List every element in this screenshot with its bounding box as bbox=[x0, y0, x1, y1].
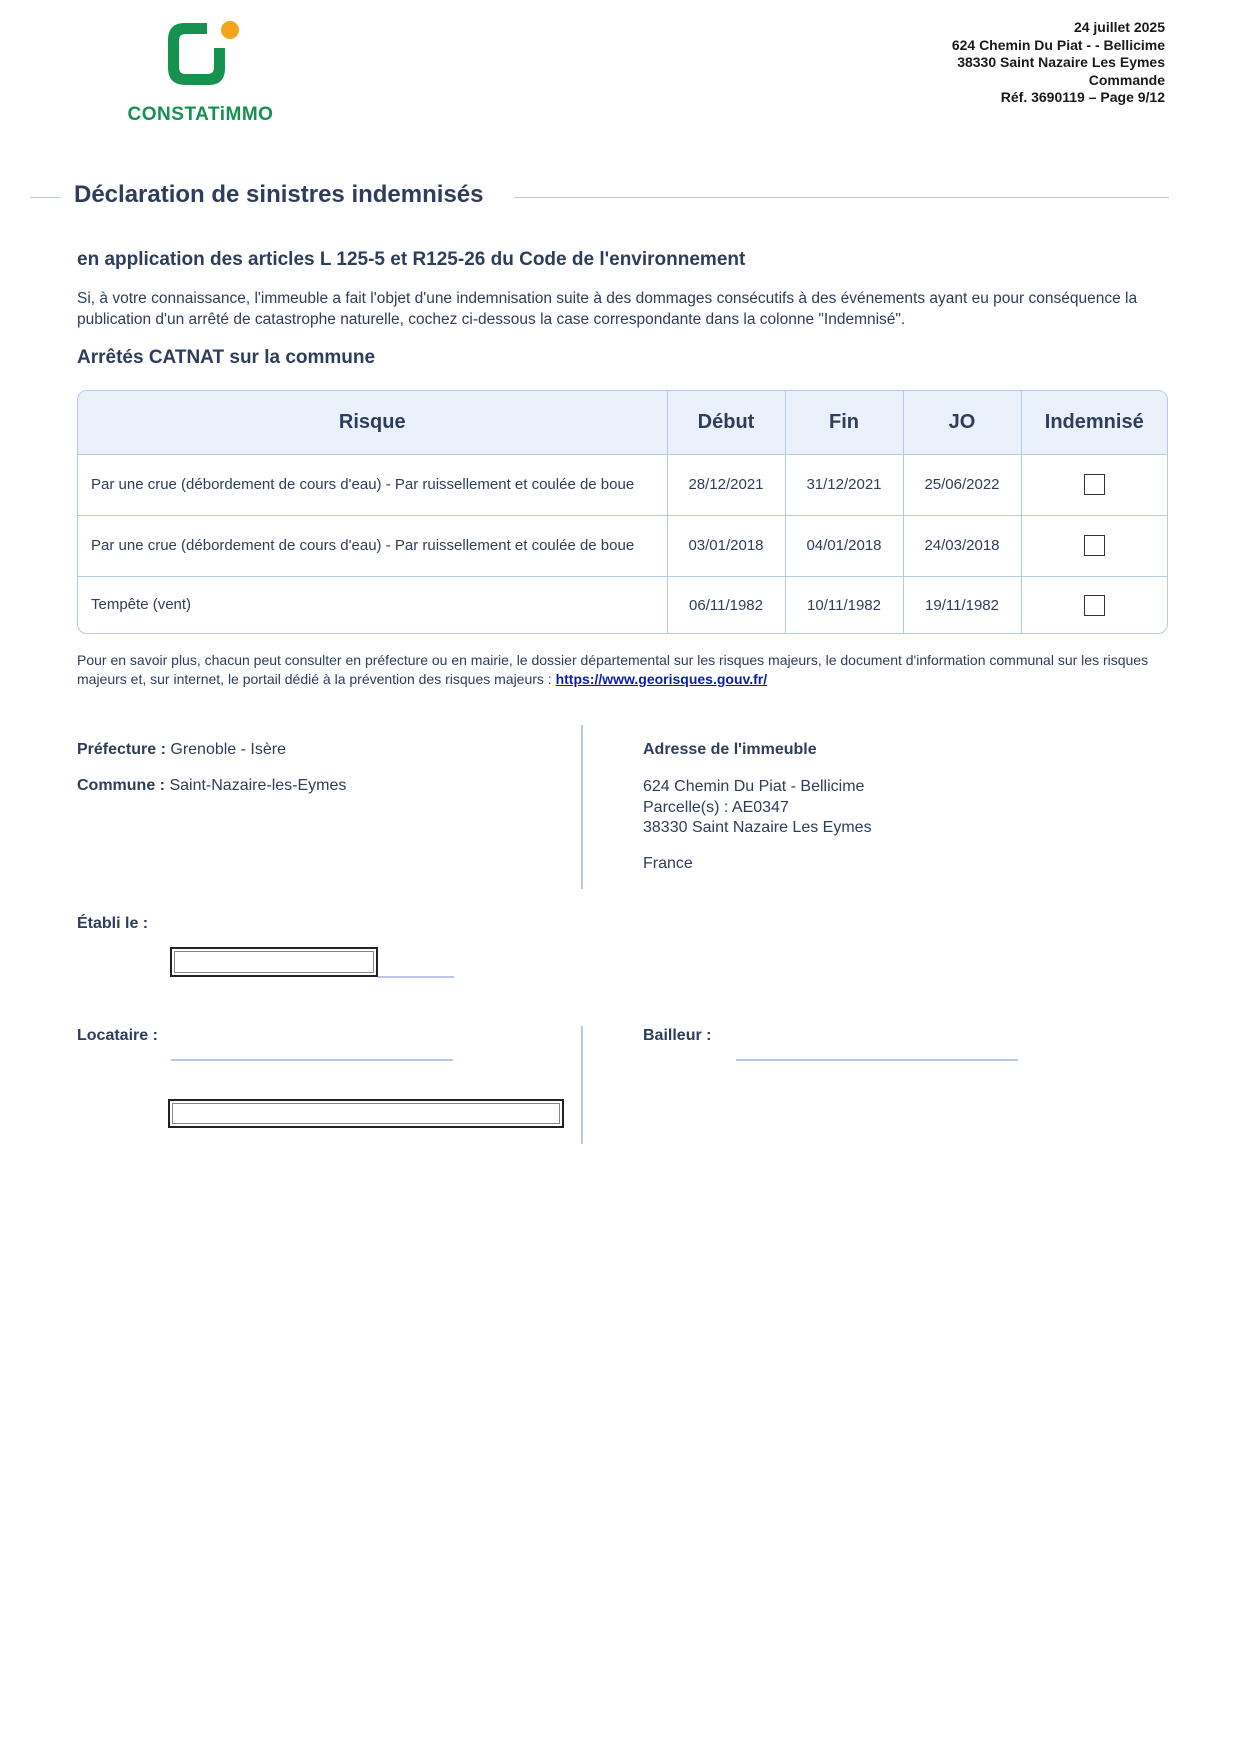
cell-jo: 24/03/2018 bbox=[903, 515, 1021, 576]
logo-wordmark: CONSTATiMMO bbox=[127, 104, 274, 125]
column-header-fin: Fin bbox=[785, 391, 903, 454]
cell-risque: Par une crue (débordement de cours d'eau) - Par ruissellement et coulée de boue bbox=[78, 454, 667, 515]
logo-mark-icon bbox=[163, 20, 243, 92]
bailleur-label: Bailleur : bbox=[643, 1027, 712, 1044]
header-order-label: Commande bbox=[1088, 71, 1165, 88]
section-title: Déclaration de sinistres indemnisés bbox=[74, 181, 484, 208]
etabli-underline bbox=[378, 976, 454, 978]
cell-debut: 06/11/1982 bbox=[667, 576, 785, 634]
column-header-indemnise: Indemnisé bbox=[1021, 391, 1167, 454]
bailleur-underline bbox=[736, 1059, 1018, 1061]
indemnise-checkbox[interactable] bbox=[1084, 535, 1105, 556]
etabli-label: Établi le : bbox=[77, 915, 149, 932]
table-row bbox=[78, 454, 1167, 515]
table-row bbox=[78, 576, 1167, 634]
property-address-title: Adresse de l'immeuble bbox=[643, 741, 817, 758]
column-header-debut: Début bbox=[667, 391, 785, 454]
cell-debut: 03/01/2018 bbox=[667, 515, 785, 576]
cell-indemnise bbox=[1021, 576, 1167, 634]
info-note-text: Pour en savoir plus, chacun peut consulter en préfecture ou en mairie, le dossier départemental sur les risques majeurs, le document d'information communal sur les risques majeurs et, sur internet, le portail dédié à la prévention des risques majeurs : bbox=[77, 652, 1149, 687]
header-reference: Réf. 3690119 – Page 9/12 bbox=[1000, 89, 1165, 105]
column-header-risque: Risque bbox=[78, 391, 667, 454]
company-logo bbox=[118, 20, 283, 130]
section-rule-left bbox=[30, 197, 61, 198]
signature-divider bbox=[581, 1026, 583, 1144]
cell-indemnise bbox=[1021, 515, 1167, 576]
header-address-line1: 624 Chemin Du Piat - - Bellicime bbox=[951, 36, 1165, 53]
georisques-link[interactable]: https://www.georisques.gouv.fr/ bbox=[555, 671, 768, 687]
table-header-row bbox=[78, 391, 1167, 454]
etabli-date-input[interactable] bbox=[170, 947, 378, 977]
locataire-signature-input[interactable] bbox=[168, 1099, 564, 1128]
catnat-table bbox=[77, 390, 1168, 634]
catnat-heading: Arrêtés CATNAT sur la commune bbox=[77, 347, 376, 368]
cell-debut: 28/12/2021 bbox=[667, 454, 785, 515]
property-address bbox=[643, 777, 872, 874]
property-address-line3: 38330 Saint Nazaire Les Eymes bbox=[643, 819, 872, 836]
document-header-info bbox=[952, 19, 1165, 107]
header-date: 24 juillet 2025 bbox=[1073, 19, 1165, 35]
cell-jo: 19/11/1982 bbox=[903, 576, 1021, 634]
indemnise-checkbox[interactable] bbox=[1084, 595, 1105, 616]
cell-jo: 25/06/2022 bbox=[903, 454, 1021, 515]
property-country: France bbox=[643, 854, 693, 872]
cell-risque: Par une crue (débordement de cours d'eau) - Par ruissellement et coulée de boue bbox=[78, 515, 667, 576]
section-subtitle: en application des articles L 125-5 et R125-26 du Code de l'environnement bbox=[77, 249, 746, 270]
property-address-line1: 624 Chemin Du Piat - Bellicime bbox=[643, 778, 865, 795]
cell-indemnise bbox=[1021, 454, 1167, 515]
intro-paragraph: Si, à votre connaissance, l'immeuble a fait l'objet d'une indemnisation suite à des dommages consécutifs à des événements ayant eu pour conséquence la publication d'un arrêté de catastrophe naturelle, cochez ci-dessous la case correspondante dans la colonne "Indemnisé". bbox=[77, 290, 1138, 328]
cell-fin: 31/12/2021 bbox=[785, 454, 903, 515]
prefecture-value: Grenoble - Isère bbox=[170, 741, 286, 758]
column-header-jo: JO bbox=[903, 391, 1021, 454]
prefecture-line bbox=[77, 741, 286, 759]
commune-value: Saint-Nazaire-les-Eymes bbox=[169, 777, 347, 794]
section-rule-right bbox=[514, 197, 1169, 198]
locataire-label: Locataire : bbox=[77, 1027, 158, 1044]
commune-line bbox=[77, 777, 346, 795]
cell-fin: 10/11/1982 bbox=[785, 576, 903, 634]
header-address-line2: 38330 Saint Nazaire Les Eymes bbox=[957, 54, 1165, 70]
info-note bbox=[77, 651, 1177, 689]
table-row bbox=[78, 515, 1167, 576]
property-parcel: Parcelle(s) : AE0347 bbox=[643, 798, 789, 816]
commune-label: Commune : bbox=[77, 777, 165, 794]
prefecture-label: Préfecture : bbox=[77, 741, 166, 758]
cell-risque: Tempête (vent) bbox=[78, 576, 667, 634]
indemnise-checkbox[interactable] bbox=[1084, 474, 1105, 495]
locataire-underline bbox=[171, 1059, 453, 1061]
location-divider bbox=[581, 725, 583, 889]
cell-fin: 04/01/2018 bbox=[785, 515, 903, 576]
